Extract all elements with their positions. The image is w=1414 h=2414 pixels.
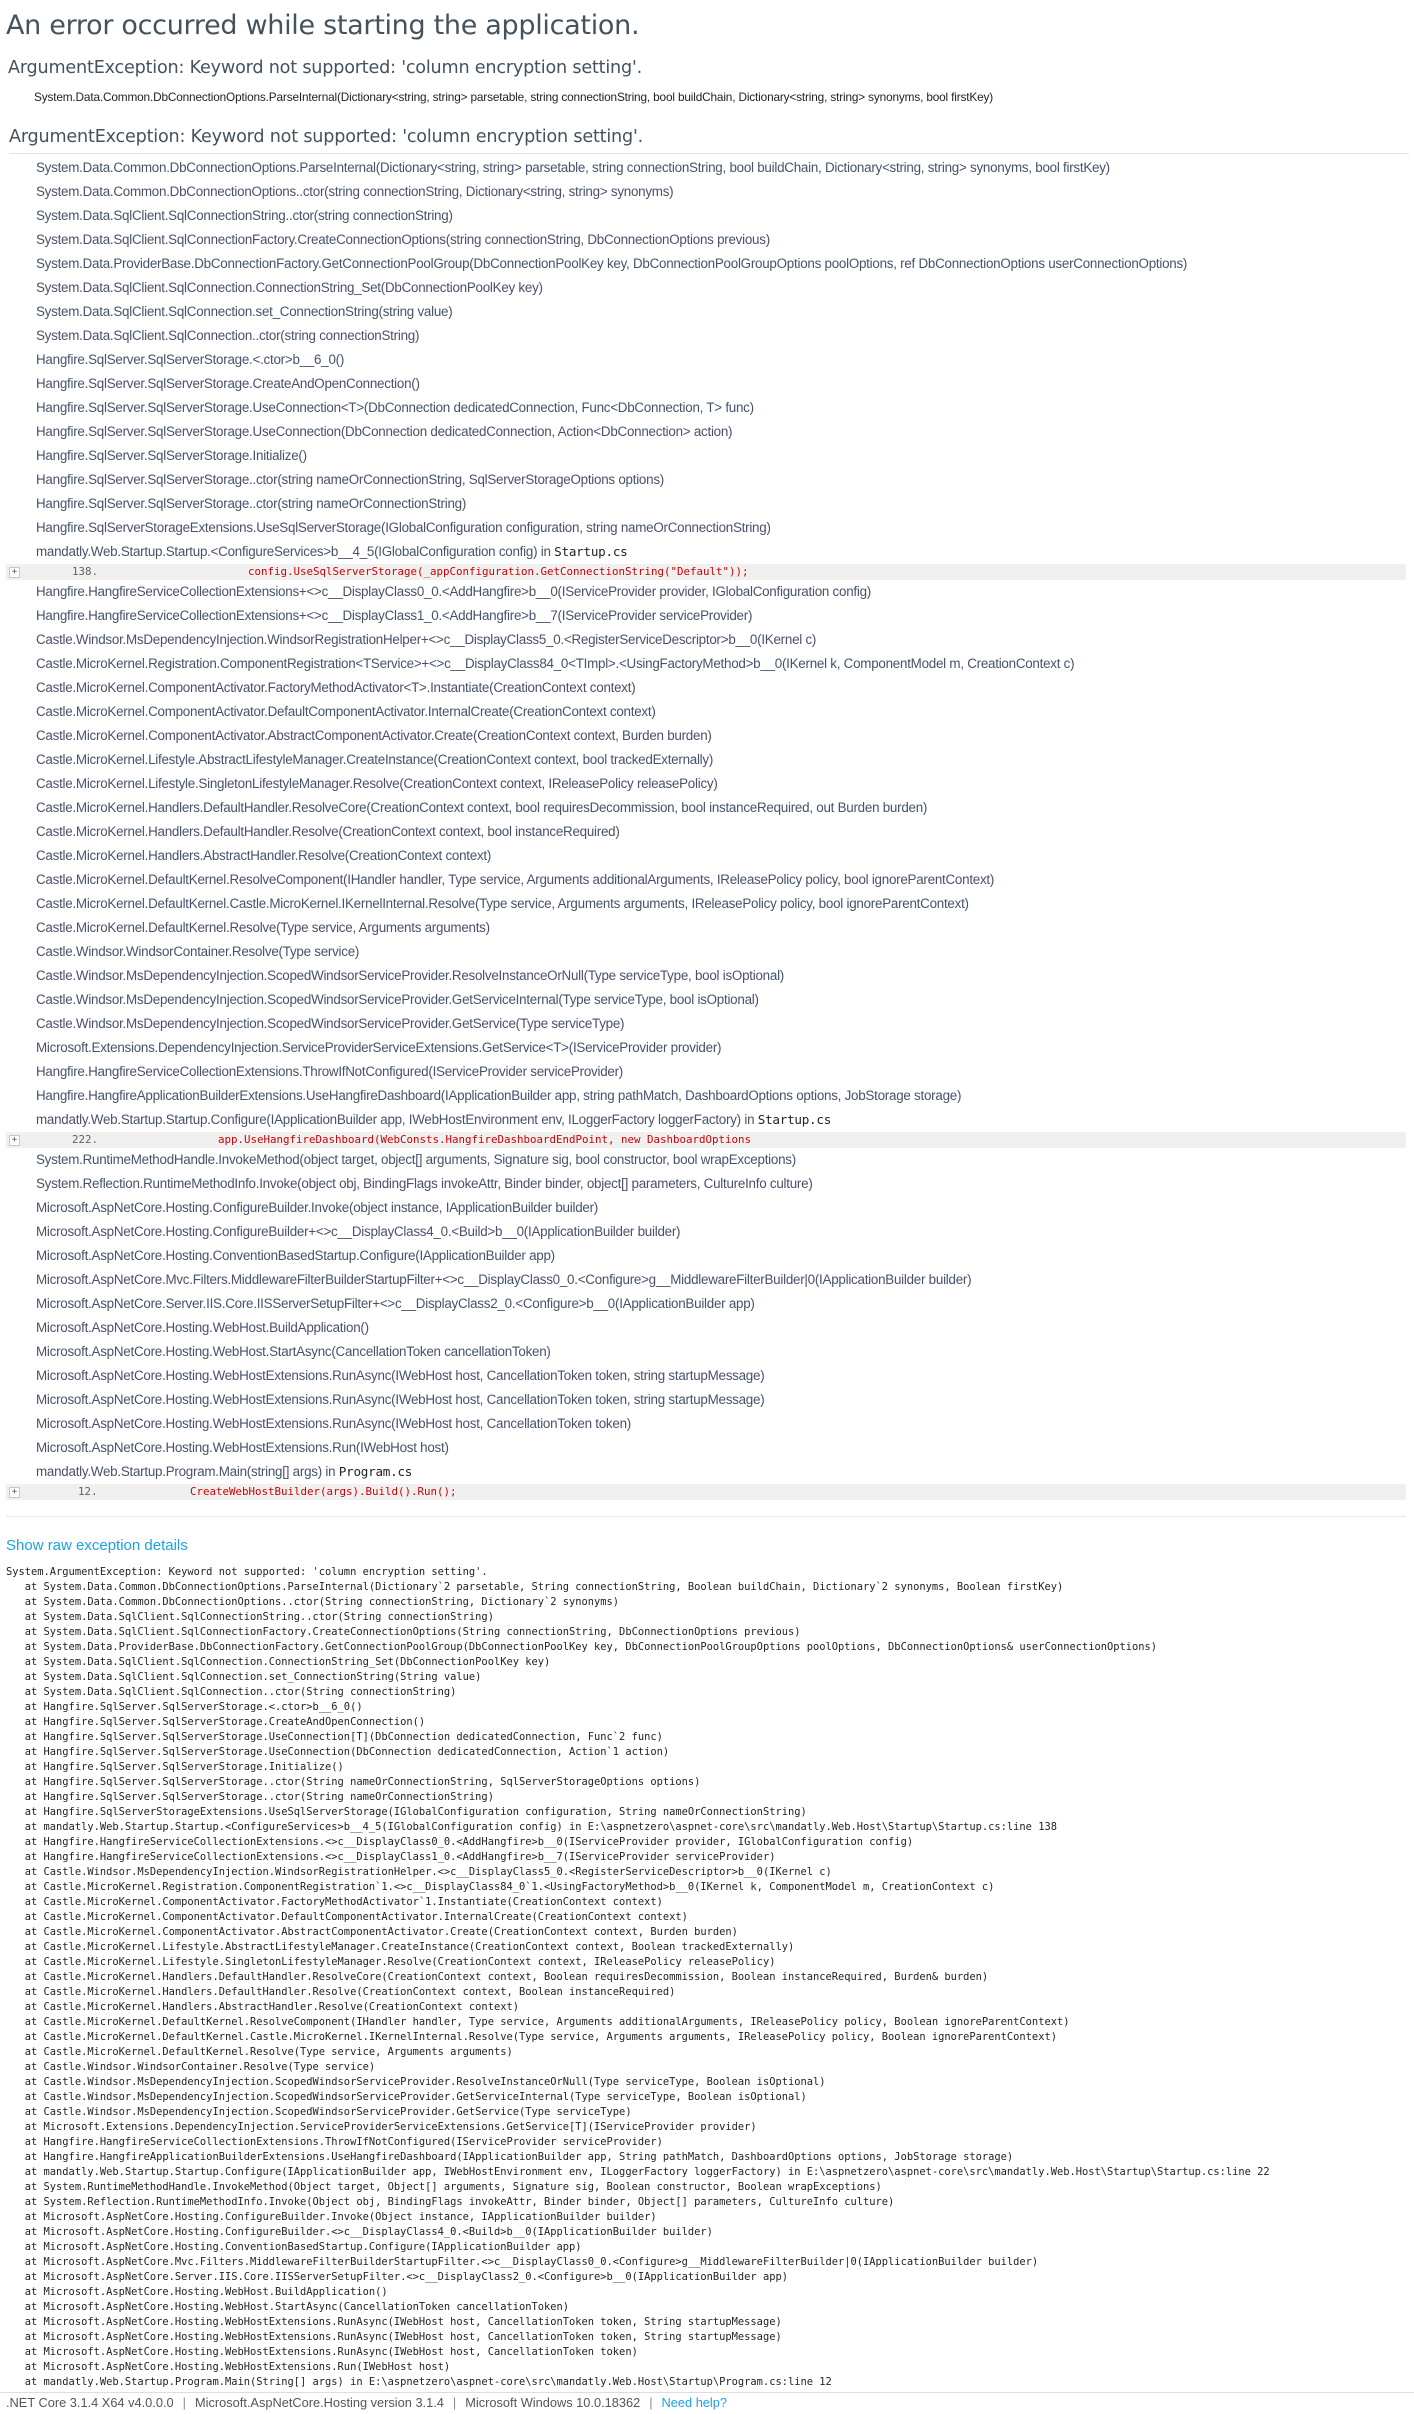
- os-version: Microsoft Windows 10.0.18362: [465, 2395, 641, 2410]
- stack-frame: Castle.MicroKernel.DefaultKernel.Resolve(Type service, Arguments arguments): [36, 920, 490, 935]
- error-title: ArgumentException: Keyword not supported: 'column encryption setting'.: [8, 58, 642, 78]
- stack-frame: Castle.Windsor.MsDependencyInjection.ScopedWindsorServiceProvider.ResolveInstanceOrNull(Type serviceType, bool isOptional): [36, 968, 784, 983]
- stack-header: ArgumentException: Keyword not supported: 'column encryption setting'.: [9, 127, 1409, 154]
- stack-frame: Hangfire.HangfireServiceCollectionExtensions.ThrowIfNotConfigured(IServiceProvider serviceProvider): [36, 1064, 624, 1079]
- raw-exception-line: at System.Data.Common.DbConnectionOptions..ctor(String connectionString, Dictionary`2 synonyms): [6, 1596, 620, 1608]
- raw-exception-line: at System.Reflection.RuntimeMethodInfo.Invoke(Object obj, BindingFlags invokeAttr, Binder binder, Object[] parameters, CultureInfo culture): [6, 2196, 895, 2208]
- stack-frame: Hangfire.SqlServer.SqlServerStorage..ctor(string nameOrConnectionString): [36, 496, 467, 511]
- raw-exception-line: at Castle.Windsor.MsDependencyInjection.ScopedWindsorServiceProvider.GetService(Type serviceType): [6, 2106, 632, 2118]
- stack-frame: Castle.MicroKernel.Handlers.DefaultHandler.Resolve(CreationContext context, bool instanceRequired): [36, 824, 620, 839]
- raw-exception-line: at Castle.MicroKernel.Handlers.DefaultHandler.Resolve(CreationContext context, Boolean instanceRequired): [6, 1986, 676, 1998]
- raw-exception-line: at Microsoft.AspNetCore.Hosting.ConventionBasedStartup.Configure(IApplicationBuilder app): [6, 2241, 582, 2253]
- frame-list: [6, 580, 1406, 1108]
- raw-exception-line: at Hangfire.HangfireApplicationBuilderExtensions.UseHangfireDashboard(IApplicationBuilder app, String pathMatch, DashboardOptions options, JobStorage storage): [6, 2151, 1014, 2163]
- source-code: config.UseSqlServerStorage(_appConfiguration.GetConnectionString("Default"));: [248, 565, 749, 578]
- stack-frame: Microsoft.AspNetCore.Hosting.ConventionBasedStartup.Configure(IApplicationBuilder app): [36, 1248, 555, 1263]
- stack-frame: System.Data.SqlClient.SqlConnectionString..ctor(string connectionString): [36, 208, 453, 223]
- stack-frame: Microsoft.AspNetCore.Hosting.ConfigureBuilder+<>c__DisplayClass4_0.<Build>b__0(IApplicationBuilder builder): [36, 1224, 681, 1239]
- raw-exception-line: System.ArgumentException: Keyword not supported: 'column encryption setting'.: [6, 1566, 488, 1578]
- stack-frame: Castle.MicroKernel.Registration.ComponentRegistration<TService>+<>c__DisplayClass84_0<TImpl>.<UsingFactoryMethod>b__0(IKernel k, ComponentModel m, CreationContext c): [36, 656, 1075, 671]
- frame-file: Startup.cs: [757, 1112, 832, 1127]
- stack-frame: Hangfire.SqlServer.SqlServerStorage.UseConnection(DbConnection dedicatedConnection, Action<DbConnection> action): [36, 424, 733, 439]
- stack-frame: Microsoft.AspNetCore.Server.IIS.Core.IISServerSetupFilter+<>c__DisplayClass2_0.<Configure>b__0(IApplicationBuilder app): [36, 1296, 755, 1311]
- raw-exception-line: at Microsoft.AspNetCore.Hosting.WebHost.BuildApplication(): [6, 2286, 388, 2298]
- source-line: [6, 564, 1406, 580]
- raw-exception-line: at Microsoft.AspNetCore.Server.IIS.Core.IISServerSetupFilter.<>c__DisplayClass2_0.<Configure>b__0(IApplicationBuilder app): [6, 2271, 788, 2283]
- stack-frame: Castle.MicroKernel.ComponentActivator.FactoryMethodActivator<T>.Instantiate(CreationContext context): [36, 680, 636, 695]
- source-line: [6, 1484, 1406, 1500]
- stack-frame: System.Data.SqlClient.SqlConnection.set_ConnectionString(string value): [36, 304, 453, 319]
- stack-frame: Castle.MicroKernel.ComponentActivator.DefaultComponentActivator.InternalCreate(CreationContext context): [36, 704, 656, 719]
- raw-exception-line: at Hangfire.SqlServer.SqlServerStorage.UseConnection[T](DbConnection dedicatedConnection, Func`2 func): [6, 1731, 663, 1743]
- raw-exception-line: at System.Data.SqlClient.SqlConnectionString..ctor(String connectionString): [6, 1611, 494, 1623]
- raw-exception-line: at Castle.MicroKernel.DefaultKernel.Castle.MicroKernel.IKernelInternal.Resolve(Type service, Arguments arguments, IReleasePolicy policy, Boolean ignoreParentContext): [6, 2031, 1057, 2043]
- stack-frame: Microsoft.AspNetCore.Hosting.ConfigureBuilder.Invoke(object instance, IApplicationBuilder builder): [36, 1200, 599, 1215]
- stack-frame: Hangfire.SqlServer.SqlServerStorage.Initialize(): [36, 448, 307, 463]
- raw-exception-line: at System.Data.SqlClient.SqlConnectionFactory.CreateConnectionOptions(String connectionString, DbConnectionOptions previous): [6, 1626, 801, 1638]
- hosting-version: Microsoft.AspNetCore.Hosting version 3.1.4: [194, 2395, 444, 2410]
- raw-exception-line: at Microsoft.AspNetCore.Hosting.WebHost.StartAsync(CancellationToken cancellationToken): [6, 2301, 570, 2313]
- frame-with-source: [6, 1108, 1406, 1132]
- show-raw-exception-link[interactable]: Show raw exception details: [6, 1537, 188, 1554]
- footer-separator: |: [649, 2395, 653, 2410]
- raw-exception-line: at Microsoft.AspNetCore.Hosting.WebHostExtensions.Run(IWebHost host): [6, 2361, 451, 2373]
- footer-separator: |: [182, 2395, 186, 2410]
- raw-exception-line: at Hangfire.HangfireServiceCollectionExtensions.<>c__DisplayClass0_0.<AddHangfire>b__0(IServiceProvider provider, IGlobalConfiguration config): [6, 1836, 914, 1848]
- runtime-version: .NET Core 3.1.4 X64 v4.0.0.0: [6, 2395, 174, 2410]
- raw-exception-line: at System.RuntimeMethodHandle.InvokeMethod(Object target, Object[] arguments, Signature sig, Boolean constructor, Boolean wrapExceptions): [6, 2181, 882, 2193]
- raw-exception-line: at mandatly.Web.Startup.Program.Main(String[] args) in E:\aspnetzero\aspnet-core\src\mandatly.Web.Host\Startup\Program.cs:line 12: [6, 2376, 832, 2388]
- page-title: An error occurred while starting the application.: [6, 10, 640, 41]
- raw-exception-line: at Microsoft.AspNetCore.Hosting.WebHostExtensions.RunAsync(IWebHost host, CancellationToken token, String startupMessage): [6, 2331, 782, 2343]
- error-location: System.Data.Common.DbConnectionOptions.ParseInternal(Dictionary<string, string> parsetable, string connectionString, bool buildChain, Dictionary<string, string> synonyms, bool firstKey): [34, 90, 994, 104]
- raw-exception-line: at Microsoft.AspNetCore.Hosting.ConfigureBuilder.<>c__DisplayClass4_0.<Build>b__0(IApplicationBuilder builder): [6, 2226, 713, 2238]
- frame-list: [6, 156, 1406, 540]
- raw-exception-line: at Hangfire.SqlServer.SqlServerStorage..ctor(String nameOrConnectionString, SqlServerStorageOptions options): [6, 1776, 701, 1788]
- stack-frame: Microsoft.AspNetCore.Hosting.WebHostExtensions.RunAsync(IWebHost host, CancellationToken token): [36, 1416, 631, 1431]
- raw-exception-line: at Hangfire.SqlServer.SqlServerStorage.Initialize(): [6, 1761, 344, 1773]
- raw-exception-line: at Hangfire.SqlServer.SqlServerStorage.UseConnection(DbConnection dedicatedConnection, Action`1 action): [6, 1746, 670, 1758]
- stack-frame: Castle.Windsor.WindsorContainer.Resolve(Type service): [36, 944, 360, 959]
- raw-exception-line: at Castle.MicroKernel.Handlers.DefaultHandler.ResolveCore(CreationContext context, Boolean requiresDecommission, Boolean instanceRequired, Burden& burden): [6, 1971, 989, 1983]
- stack-frame: Castle.MicroKernel.Lifestyle.SingletonLifestyleManager.Resolve(CreationContext context, IReleasePolicy releasePolicy): [36, 776, 718, 791]
- frame-with-source: [6, 1460, 1406, 1484]
- raw-exception-line: at Castle.MicroKernel.Lifestyle.SingletonLifestyleManager.Resolve(CreationContext context, IReleasePolicy releasePolicy): [6, 1956, 776, 1968]
- raw-exception-line: at System.Data.SqlClient.SqlConnection..ctor(String connectionString): [6, 1686, 457, 1698]
- raw-exception-line: at Castle.Windsor.WindsorContainer.Resolve(Type service): [6, 2061, 376, 2073]
- stack-frame: System.RuntimeMethodHandle.InvokeMethod(object target, object[] arguments, Signature sig, bool constructor, bool wrapExceptions): [36, 1152, 796, 1167]
- raw-exception-line: at Castle.MicroKernel.DefaultKernel.ResolveComponent(IHandler handler, Type service, Arguments additionalArguments, IReleasePolicy policy, Boolean ignoreParentContext): [6, 2016, 1070, 2028]
- stack-frame: Hangfire.HangfireServiceCollectionExtensions+<>c__DisplayClass1_0.<AddHangfire>b__7(IServiceProvider serviceProvider): [36, 608, 753, 623]
- expand-source-button[interactable]: +: [9, 567, 20, 578]
- stack-frame: Hangfire.SqlServerStorageExtensions.UseSqlServerStorage(IGlobalConfiguration configuration, string nameOrConnectionString): [36, 520, 771, 535]
- stack-frame: Microsoft.AspNetCore.Hosting.WebHostExtensions.RunAsync(IWebHost host, CancellationToken token, string startupMessage): [36, 1368, 765, 1383]
- expand-source-button[interactable]: +: [9, 1135, 20, 1146]
- stack-frame: System.Data.SqlClient.SqlConnection..ctor(string connectionString): [36, 328, 420, 343]
- raw-exception-line: at Castle.MicroKernel.DefaultKernel.Resolve(Type service, Arguments arguments): [6, 2046, 513, 2058]
- raw-exception-line: at Castle.Windsor.MsDependencyInjection.ScopedWindsorServiceProvider.GetServiceInternal(Type serviceType, Boolean isOptional): [6, 2091, 807, 2103]
- raw-exception-line: at Hangfire.SqlServer.SqlServerStorage.<.ctor>b__6_0(): [6, 1701, 363, 1713]
- raw-exception-details: [6, 1565, 1414, 2390]
- raw-exception-line: at mandatly.Web.Startup.Startup.<ConfigureServices>b__4_5(IGlobalConfiguration config) in E:\aspnetzero\aspnet-core\src\mandatly.Web.Host\Startup\Startup.cs:line 138: [6, 1821, 1057, 1833]
- need-help-link[interactable]: Need help?: [661, 2395, 728, 2410]
- stack-frame: Castle.MicroKernel.Handlers.AbstractHandler.Resolve(CreationContext context): [36, 848, 492, 863]
- raw-exception-line: at Hangfire.HangfireServiceCollectionExtensions.<>c__DisplayClass1_0.<AddHangfire>b__7(IServiceProvider serviceProvider): [6, 1851, 776, 1863]
- footer-separator: |: [452, 2395, 457, 2410]
- stack-frame: Castle.MicroKernel.Lifestyle.AbstractLifestyleManager.CreateInstance(CreationContext context, bool trackedExternally): [36, 752, 714, 767]
- raw-exception-line: at Castle.Windsor.MsDependencyInjection.ScopedWindsorServiceProvider.ResolveInstanceOrNull(Type serviceType, Boolean isOptional): [6, 2076, 826, 2088]
- raw-exception-line: at Microsoft.AspNetCore.Mvc.Filters.MiddlewareFilterBuilderStartupFilter.<>c__DisplayClass0_0.<Configure>g__MiddlewareFilterBuilder|0(IApplicationBuilder builder): [6, 2256, 1039, 2268]
- stack-frame: Microsoft.AspNetCore.Hosting.WebHost.StartAsync(CancellationToken cancellationToken): [36, 1344, 551, 1359]
- expand-source-button[interactable]: +: [9, 1487, 20, 1498]
- source-line-number: 12.: [78, 1485, 98, 1498]
- stack-frame: Castle.MicroKernel.DefaultKernel.Castle.MicroKernel.IKernelInternal.Resolve(Type service, Arguments arguments, IReleasePolicy policy, bool ignoreParentContext): [36, 896, 969, 911]
- stack-frame: Hangfire.SqlServer.SqlServerStorage.UseConnection<T>(DbConnection dedicatedConnection, Func<DbConnection, T> func): [36, 400, 754, 415]
- stack-frame: Microsoft.AspNetCore.Hosting.WebHostExtensions.RunAsync(IWebHost host, CancellationToken token, string startupMessage): [36, 1392, 765, 1407]
- stack-frame: System.Data.Common.DbConnectionOptions.ParseInternal(Dictionary<string, string> parsetable, string connectionString, bool buildChain, Dictionary<string, string> synonyms, bool firstKey): [36, 160, 1110, 175]
- raw-exception-line: at Castle.MicroKernel.ComponentActivator.DefaultComponentActivator.InternalCreate(CreationContext context): [6, 1911, 688, 1923]
- stack-frame: Hangfire.SqlServer.SqlServerStorage.<.ctor>b__6_0(): [36, 352, 345, 367]
- raw-exception-line: at Microsoft.AspNetCore.Hosting.WebHostExtensions.RunAsync(IWebHost host, CancellationToken token, String startupMessage): [6, 2316, 782, 2328]
- raw-exception-line: at Castle.MicroKernel.Lifestyle.AbstractLifestyleManager.CreateInstance(CreationContext context, Boolean trackedExternally): [6, 1941, 795, 1953]
- raw-exception-line: at Castle.MicroKernel.Registration.ComponentRegistration`1.<>c__DisplayClass84_0`1.<UsingFactoryMethod>b__0(IKernel k, ComponentModel m, CreationContext c): [6, 1881, 995, 1893]
- source-code: CreateWebHostBuilder(args).Build().Run();: [190, 1485, 457, 1498]
- source-code: app.UseHangfireDashboard(WebConsts.HangfireDashboardEndPoint, new DashboardOptions: [218, 1133, 752, 1146]
- stack-frame: Castle.MicroKernel.Handlers.DefaultHandler.ResolveCore(CreationContext context, bool requiresDecommission, bool instanceRequired, out Burden burden): [36, 800, 928, 815]
- stack-frame: System.Reflection.RuntimeMethodInfo.Invoke(object obj, BindingFlags invokeAttr, Binder binder, object[] parameters, CultureInfo culture): [36, 1176, 813, 1191]
- source-line-number: 222.: [72, 1133, 99, 1146]
- stack-frame: Microsoft.AspNetCore.Mvc.Filters.MiddlewareFilterBuilderStartupFilter+<>c__DisplayClass0_0.<Configure>g__MiddlewareFilterBuilder|0(IApplicationBuilder builder): [36, 1272, 972, 1287]
- raw-exception-line: at System.Data.SqlClient.SqlConnection.ConnectionString_Set(DbConnectionPoolKey key): [6, 1656, 551, 1668]
- raw-exception-line: at Hangfire.HangfireServiceCollectionExtensions.ThrowIfNotConfigured(IServiceProvider serviceProvider): [6, 2136, 663, 2148]
- raw-exception-line: at Hangfire.SqlServer.SqlServerStorage..ctor(String nameOrConnectionString): [6, 1791, 494, 1803]
- raw-exception-line: at System.Data.Common.DbConnectionOptions.ParseInternal(Dictionary`2 parsetable, String connectionString, Boolean buildChain, Dictionary`2 synonyms, Boolean firstKey): [6, 1581, 1064, 1593]
- stack-frame: Hangfire.HangfireApplicationBuilderExtensions.UseHangfireDashboard(IApplicationBuilder app, string pathMatch, DashboardOptions options, JobStorage storage): [36, 1088, 962, 1103]
- raw-exception-line: at System.Data.SqlClient.SqlConnection.set_ConnectionString(String value): [6, 1671, 482, 1683]
- frame-method: mandatly.Web.Startup.Startup.<ConfigureServices>b__4_5(IGlobalConfiguration config) in: [36, 544, 555, 559]
- stack-frame: Castle.Windsor.MsDependencyInjection.WindsorRegistrationHelper+<>c__DisplayClass5_0.<RegisterServiceDescriptor>b__0(IKernel c): [36, 632, 817, 647]
- stack-frame: System.Data.SqlClient.SqlConnection.ConnectionString_Set(DbConnectionPoolKey key): [36, 280, 543, 295]
- stack-frame: System.Data.SqlClient.SqlConnectionFactory.CreateConnectionOptions(string connectionString, DbConnectionOptions previous): [36, 232, 770, 247]
- raw-exception-line: at Hangfire.SqlServerStorageExtensions.UseSqlServerStorage(IGlobalConfiguration configuration, String nameOrConnectionString): [6, 1806, 807, 1818]
- raw-exception-line: at Microsoft.AspNetCore.Hosting.WebHostExtensions.RunAsync(IWebHost host, CancellationToken token): [6, 2346, 638, 2358]
- stack-frame: Microsoft.AspNetCore.Hosting.WebHostExtensions.Run(IWebHost host): [36, 1440, 449, 1455]
- footer: [0, 2392, 1414, 2414]
- source-line: [6, 1132, 1406, 1148]
- stack-frame: Hangfire.SqlServer.SqlServerStorage.CreateAndOpenConnection(): [36, 376, 420, 391]
- raw-exception-line: at Castle.MicroKernel.ComponentActivator.FactoryMethodActivator`1.Instantiate(CreationContext context): [6, 1896, 663, 1908]
- stack-frame: Castle.MicroKernel.DefaultKernel.ResolveComponent(IHandler handler, Type service, Arguments additionalArguments, IReleasePolicy policy, bool ignoreParentContext): [36, 872, 995, 887]
- stack-frames: [6, 156, 1406, 1500]
- frame-method: mandatly.Web.Startup.Startup.Configure(IApplicationBuilder app, IWebHostEnvironment env, ILoggerFactory loggerFactory) in: [36, 1112, 758, 1127]
- frame-with-source: [6, 540, 1406, 564]
- raw-exception-line: at Hangfire.SqlServer.SqlServerStorage.CreateAndOpenConnection(): [6, 1716, 426, 1728]
- stack-frame: Hangfire.HangfireServiceCollectionExtensions+<>c__DisplayClass0_0.<AddHangfire>b__0(IServiceProvider provider, IGlobalConfiguration config): [36, 584, 872, 599]
- stack-frame: Microsoft.AspNetCore.Hosting.WebHost.BuildApplication(): [36, 1320, 369, 1335]
- stack-frame: System.Data.ProviderBase.DbConnectionFactory.GetConnectionPoolGroup(DbConnectionPoolKey key, DbConnectionPoolGroupOptions poolOptions, ref DbConnectionOptions userConnectionOptions): [36, 256, 1188, 271]
- stack-frame: Hangfire.SqlServer.SqlServerStorage..ctor(string nameOrConnectionString, SqlServerStorageOptions options): [36, 472, 664, 487]
- stack-frame: Microsoft.Extensions.DependencyInjection.ServiceProviderServiceExtensions.GetService<T>(IServiceProvider provider): [36, 1040, 722, 1055]
- stack-frame: Castle.Windsor.MsDependencyInjection.ScopedWindsorServiceProvider.GetServiceInternal(Type serviceType, bool isOptional): [36, 992, 759, 1007]
- raw-exception-line: at Castle.Windsor.MsDependencyInjection.WindsorRegistrationHelper.<>c__DisplayClass5_0.<RegisterServiceDescriptor>b__0(IKernel c): [6, 1866, 832, 1878]
- frame-file: Program.cs: [338, 1464, 413, 1479]
- stack-frame: System.Data.Common.DbConnectionOptions..ctor(string connectionString, Dictionary<string, string> synonyms): [36, 184, 674, 199]
- raw-exception-line: at Microsoft.Extensions.DependencyInjection.ServiceProviderServiceExtensions.GetService[T](IServiceProvider provider): [6, 2121, 757, 2133]
- raw-exception-line: at Castle.MicroKernel.ComponentActivator.AbstractComponentActivator.Create(CreationContext context, Burden burden): [6, 1926, 738, 1938]
- stack-frame: Castle.MicroKernel.ComponentActivator.AbstractComponentActivator.Create(CreationContext context, Burden burden): [36, 728, 712, 743]
- raw-exception-line: at Microsoft.AspNetCore.Hosting.ConfigureBuilder.Invoke(Object instance, IApplicationBuilder builder): [6, 2211, 657, 2223]
- raw-exception-line: at mandatly.Web.Startup.Startup.Configure(IApplicationBuilder app, IWebHostEnvironment env, ILoggerFactory loggerFactory) in E:\aspnetzero\aspnet-core\src\mandatly.Web.Host\Startup\Startup.cs:line 22: [6, 2166, 1270, 2178]
- raw-exception-line: at Castle.MicroKernel.Handlers.AbstractHandler.Resolve(CreationContext context): [6, 2001, 519, 2013]
- raw-exception-line: at System.Data.ProviderBase.DbConnectionFactory.GetConnectionPoolGroup(DbConnectionPoolKey key, DbConnectionPoolGroupOptions poolOptions, DbConnectionOptions& userConnectionOptions): [6, 1641, 1158, 1653]
- frame-file: Startup.cs: [554, 544, 628, 559]
- frame-method: mandatly.Web.Startup.Program.Main(string[] args) in: [36, 1464, 339, 1479]
- frame-list: [6, 1148, 1406, 1460]
- stack-frame: Castle.Windsor.MsDependencyInjection.ScopedWindsorServiceProvider.GetService(Type serviceType): [36, 1016, 625, 1031]
- source-line-number: 138.: [72, 565, 99, 578]
